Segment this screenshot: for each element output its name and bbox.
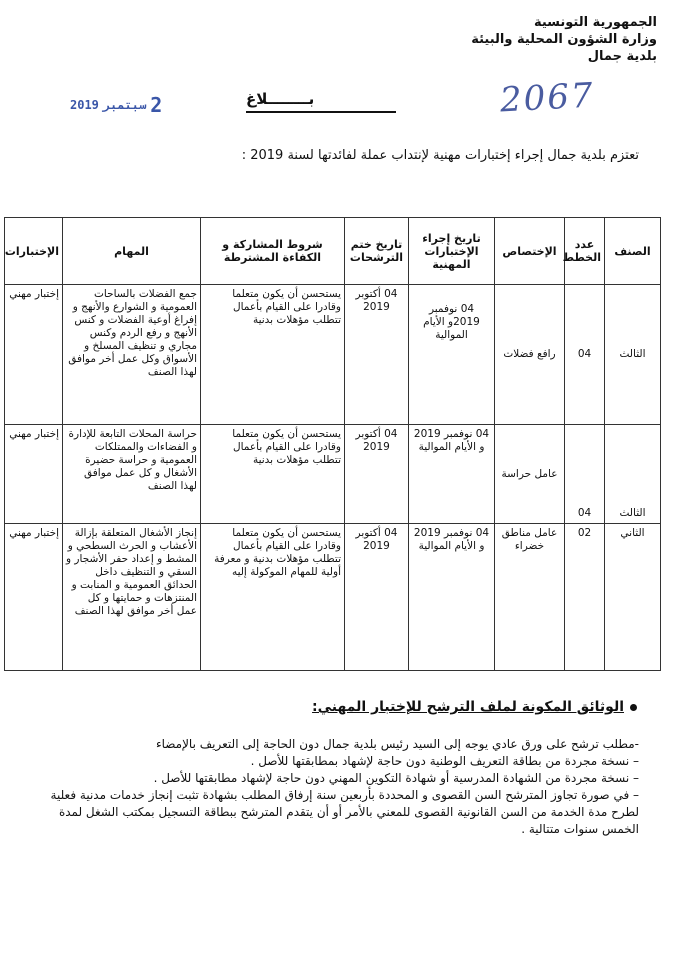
required-documents-title bbox=[312, 699, 637, 715]
cell-count: 02 bbox=[565, 524, 605, 671]
header-tasks: المهام bbox=[63, 218, 201, 285]
cell-tasks: جمع الفضلات بالساحات العمومية و الشوارع والأنهج و إفراغ أوعية الفضلات و كنس الأنهج و رفع الردم وكنس مجاري و تنظيف المسلخ و الأسواق وكل عمل أخر موافق لهذا الصنف bbox=[63, 285, 201, 425]
cell-tasks: إنجاز الأشغال المتعلقة بإزالة الأعشاب و الحرث السطحي و المشط و إعداد حفر الأشجار و السقي و التنظيف داخل الحدائق العمومية و المنابت و المنتزهات و حمايتها و كل عمل أخر موافق لهذا الصنف bbox=[63, 524, 201, 671]
list-item: -مطلب ترشح على ورق عادي يوجه إلى السيد رئيس بلدية جمال دون الحاجة إلى التعريف بالإمضاء bbox=[155, 737, 639, 751]
stamp-day: 2 bbox=[150, 93, 163, 117]
municipality-name: بلدية جمال bbox=[587, 49, 657, 64]
header-tests: الإختبارات bbox=[5, 218, 63, 285]
cell-conditions: يستحسن أن يكون متعلما وقادرا على القيام بأعمال تتطلب مؤهلات بدنية و معرفة أولية للمهام الموكولة إليه bbox=[201, 524, 345, 671]
table-row bbox=[5, 425, 661, 524]
list-item: – في صورة تجاوز المترشح السن القصوى و المحددة بأربعين سنة إرفاق المطلب بشهادة تثبت إنجاز خدمات مدنية فعلية لطرح مدة الخدمة من السن القانونية القصوى للمعني بالأمر أو أن يتقدم المترشح ببطاقة التسجيل بمكتب الشغل لمدة الخمس سنوات متتالية . bbox=[50, 788, 639, 836]
cell-specialty: عامل حراسة bbox=[495, 425, 565, 524]
cell-exam-date: 04 نوفمبر 2019 و الأيام الموالية bbox=[409, 425, 495, 524]
cell-deadline: 04 أكتوبر 2019 bbox=[345, 524, 409, 671]
header-count: عدد الخطط bbox=[565, 218, 605, 285]
cell-conditions: يستحسن أن يكون متعلما وقادرا على القيام بأعمال تتطلب مؤهلات بدنية bbox=[201, 285, 345, 425]
cell-tests: إختبار مهني bbox=[5, 425, 63, 524]
cell-exam-date: 04 نوفمبر 2019 و الأيام الموالية bbox=[409, 524, 495, 671]
header-grade: الصنف bbox=[605, 218, 661, 285]
list-item: – نسخة مجردة من بطاقة التعريف الوطنية دون حاجة لإشهاد بمطابقتها للأصل . bbox=[250, 754, 639, 768]
announcement-title: بــــــــلاغ bbox=[246, 90, 315, 108]
table-row bbox=[5, 524, 661, 671]
cell-conditions: يستحسن أن يكون متعلما وقادرا على القيام بأعمال تتطلب مؤهلات بدنية bbox=[201, 425, 345, 524]
table-header-row bbox=[5, 218, 661, 285]
required-documents-list bbox=[29, 736, 639, 838]
cell-grade: الثالث bbox=[605, 425, 661, 524]
letterhead bbox=[397, 14, 657, 65]
header-specialty: الإختصاص bbox=[495, 218, 565, 285]
cell-tests: إختبار مهني bbox=[5, 285, 63, 425]
required-documents-title-text: الوثائق المكونة لملف الترشح للإختبار المهني: bbox=[312, 699, 624, 715]
title-underline bbox=[246, 111, 396, 113]
ministry-name: وزارة الشؤون المحلية والبيئة bbox=[471, 32, 657, 47]
cell-grade: الثالث bbox=[605, 285, 661, 425]
bullet-icon bbox=[630, 704, 637, 711]
cell-deadline: 04 أكتوبر 2019 bbox=[345, 425, 409, 524]
cell-tests: إختبار مهني bbox=[5, 524, 63, 671]
cell-specialty: عامل مناطق خضراء bbox=[495, 524, 565, 671]
date-stamp bbox=[70, 94, 162, 116]
header-exam-date: تاريخ إجراء الإختبارات المهنية bbox=[409, 218, 495, 285]
handwritten-reference-number: 2067 bbox=[499, 75, 596, 121]
cell-deadline: 04 أكتوبر 2019 bbox=[345, 285, 409, 425]
cell-exam-date: 04 نوفمبر 2019و الأيام الموالية bbox=[409, 285, 495, 425]
positions-table bbox=[4, 217, 661, 671]
cell-specialty: رافع فضلات bbox=[495, 285, 565, 425]
cell-count: 04 bbox=[565, 285, 605, 425]
cell-count: 04 bbox=[565, 425, 605, 524]
header-conditions: شروط المشاركة و الكفاءة المشترطة bbox=[201, 218, 345, 285]
stamp-month: سبتمبر bbox=[102, 98, 147, 112]
stamp-year: 2019 bbox=[70, 98, 99, 112]
republic-name: الجمهورية التونسية bbox=[533, 15, 657, 30]
intro-text: تعتزم بلدية جمال إجراء إختبارات مهنية لإنتداب عملة لفائدتها لسنة 2019 : bbox=[241, 148, 639, 163]
list-item: – نسخة مجردة من الشهادة المدرسية أو شهادة التكوين المهني دون حاجة لإشهاد مطابقتها للأصل . bbox=[153, 771, 639, 785]
cell-tasks: حراسة المحلات التابعة للإدارة و الفضاءات والممتلكات العمومية و حراسة حضيرة الأشغال و كل عمل موافق لهذا الصنف bbox=[63, 425, 201, 524]
header-deadline: تاريخ ختم الترشحات bbox=[345, 218, 409, 285]
cell-grade: الثاني bbox=[605, 524, 661, 671]
table-row bbox=[5, 285, 661, 425]
